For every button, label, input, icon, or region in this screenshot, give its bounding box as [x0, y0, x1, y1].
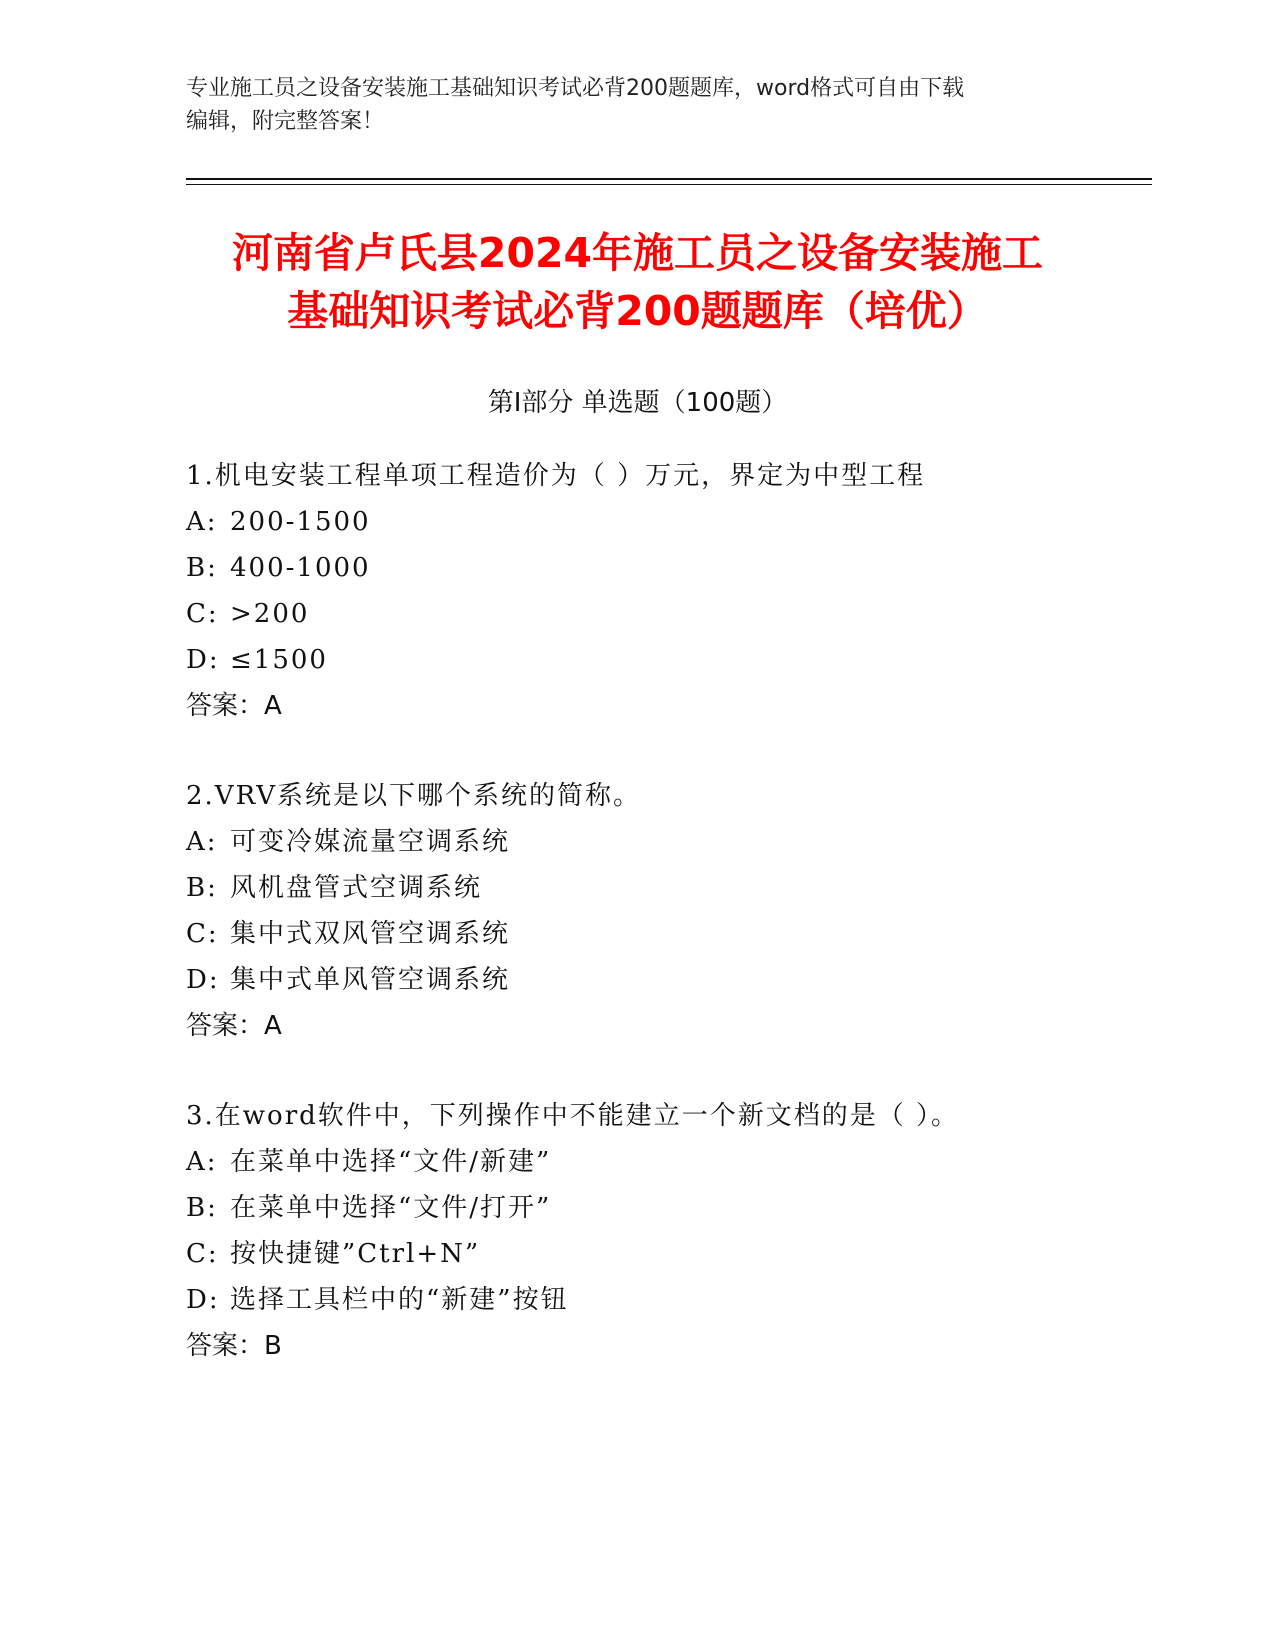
- option-key: A:: [186, 1147, 218, 1177]
- section-heading: 第Ⅰ部分 单选题（100题）: [487, 388, 788, 418]
- option-text: 400-1000: [230, 553, 371, 583]
- option-text: 集中式双风管空调系统: [230, 919, 511, 949]
- option-text: ≤1500: [230, 645, 328, 675]
- option-key: C:: [186, 1239, 219, 1269]
- option-text: 风机盘管式空调系统: [230, 873, 483, 903]
- option-c: [186, 1231, 1186, 1277]
- option-key: B:: [186, 1193, 218, 1223]
- question-1: [186, 453, 1186, 729]
- option-text: 按快捷键”Ctrl+N”: [230, 1239, 481, 1269]
- option-a: [186, 819, 1186, 865]
- option-key: A:: [186, 507, 218, 537]
- option-key: C:: [186, 599, 219, 629]
- option-text: 200-1500: [230, 507, 371, 537]
- option-text: 在菜单中选择“文件/打开”: [230, 1193, 552, 1223]
- document-title: [150, 224, 1125, 340]
- header-note-line-1: 专业施工员之设备安装施工基础知识考试必背200题题库，word格式可自由下载: [186, 76, 965, 101]
- answer: 答案：A: [186, 1011, 282, 1041]
- option-key: D:: [186, 1285, 220, 1315]
- option-text: >200: [230, 599, 310, 629]
- header-divider-thick: [186, 178, 1152, 180]
- option-b: [186, 1185, 1186, 1231]
- option-key: B:: [186, 873, 218, 903]
- option-key: D:: [186, 645, 220, 675]
- question-stem: 1.机电安装工程单项工程造价为（ ）万元，界定为中型工程: [186, 461, 926, 491]
- option-key: A:: [186, 827, 218, 857]
- option-d: [186, 637, 1186, 683]
- header-divider-thin: [186, 184, 1152, 185]
- question-stem: 2.VRV系统是以下哪个系统的简称。: [186, 781, 642, 811]
- option-b: [186, 865, 1186, 911]
- option-a: [186, 499, 1186, 545]
- option-text: 可变冷媒流量空调系统: [230, 827, 511, 857]
- option-key: B:: [186, 553, 218, 583]
- question-3: [186, 1093, 1186, 1369]
- option-text: 在菜单中选择“文件/新建”: [230, 1147, 552, 1177]
- option-key: C:: [186, 919, 219, 949]
- option-text: 选择工具栏中的“新建”按钮: [230, 1285, 569, 1315]
- question-2: [186, 773, 1186, 1049]
- option-b: [186, 545, 1186, 591]
- option-d: [186, 1277, 1186, 1323]
- header-note: [186, 72, 1086, 138]
- header-note-line-2: 编辑，附完整答案！: [186, 109, 385, 134]
- option-d: [186, 957, 1186, 1003]
- option-c: [186, 911, 1186, 957]
- answer: 答案：B: [186, 1331, 282, 1361]
- option-a: [186, 1139, 1186, 1185]
- answer: 答案：A: [186, 691, 282, 721]
- document-title-line-2: 基础知识考试必背200题题库（培优）: [287, 287, 988, 335]
- document-title-line-1: 河南省卢氏县2024年施工员之设备安装施工: [231, 229, 1044, 277]
- option-key: D:: [186, 965, 220, 995]
- option-text: 集中式单风管空调系统: [230, 965, 511, 995]
- option-c: [186, 591, 1186, 637]
- question-stem: 3.在word软件中，下列操作中不能建立一个新文档的是（ ）。: [186, 1101, 960, 1131]
